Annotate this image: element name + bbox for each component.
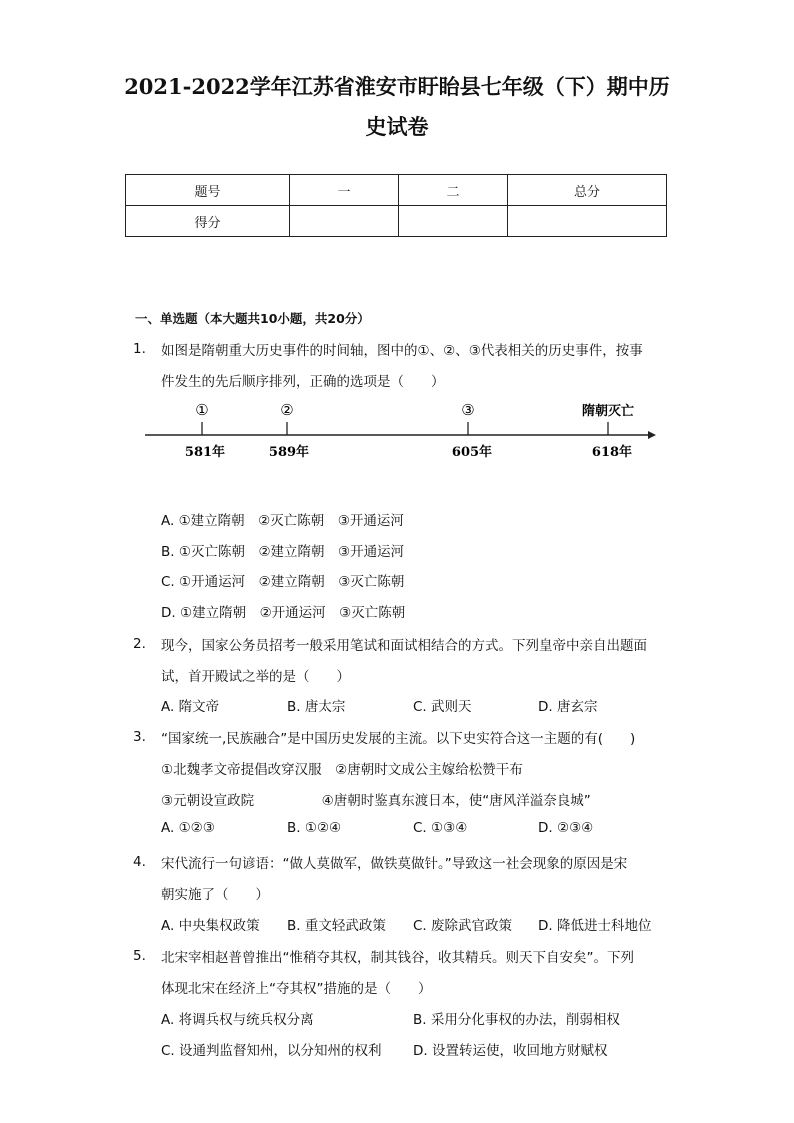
question-text-line: 朝实施了（ ） [161,887,269,903]
question-text-line: ③元朝设宣政院 ④唐朝时鉴真东渡日本，使“唐风洋溢奈良城” [161,793,591,809]
score-table-cell [399,206,508,237]
question-number: 5. [133,948,146,964]
option-c[interactable]: C. 废除武官政策 [413,918,513,934]
question-text-line: ①北魏孝文帝提倡改穿汉服 ②唐朝时文成公主嫁给松赞干布 [161,762,523,778]
option-c[interactable]: C. 设通判监督知州，以分知州的权利 [161,1043,382,1059]
score-table [125,174,667,237]
timeline-marker: ② [280,401,294,419]
question-text-line: 现今，国家公务员招考一般采用笔试和面试相结合的方式。下列皇帝中亲自出题面 [161,638,647,654]
option-c[interactable]: C. ①开通运河 ②建立隋朝 ③灭亡陈朝 [161,574,405,590]
timeline-arrow-icon [648,431,656,439]
option-d[interactable]: D. ②③④ [538,820,594,836]
score-table-cell: 一 [290,175,399,206]
question-text-line: 如图是隋朝重大历史事件的时间轴，图中的①、②、③代表相关的历史事件，按事 [161,343,643,359]
question-text-line: 试，首开殿试之举的是（ ） [161,669,350,685]
option-d[interactable]: D. ①建立隋朝 ②开通运河 ③灭亡陈朝 [161,605,406,621]
question-text-line: 宋代流行一句谚语：“做人莫做军，做铁莫做针。”导致这一社会现象的原因是宋 [161,856,628,872]
score-table-cell [508,206,667,237]
option-a[interactable]: A. 将调兵权与统兵权分离 [161,1012,314,1028]
timeline-year: 589年 [268,445,310,460]
score-table-cell: 题号 [126,175,290,206]
option-a[interactable]: A. 隋文帝 [161,699,220,715]
question-number: 3. [133,729,146,745]
option-a[interactable]: A. ①②③ [161,820,215,836]
question-number: 2. [133,636,146,652]
score-table-score-row [126,206,667,237]
timeline-marker: ① [195,401,209,419]
section-heading: 一、单选题（本大题共10小题，共20分） [135,311,370,326]
option-c[interactable]: C. 武则天 [413,699,472,715]
question-number: 1. [133,341,146,357]
option-b[interactable]: B. 采用分化事权的办法，削弱相权 [413,1012,620,1028]
question-text-line: 件发生的先后顺序排列，正确的选项是（ ） [161,374,445,390]
score-table-cell: 二 [399,175,508,206]
timeline-year: 618年 [591,445,633,460]
option-a[interactable]: A. ①建立隋朝 ②灭亡陈朝 ③开通运河 [161,513,404,529]
question-number: 4. [133,854,146,870]
timeline-marker: 隋朝灭亡 [581,404,635,419]
timeline-year: 605年 [451,445,493,460]
option-b[interactable]: B. ①②④ [287,820,342,836]
score-table-cell [290,206,399,237]
option-d[interactable]: D. 设置转运使，收回地方财赋权 [413,1043,608,1059]
option-a[interactable]: A. 中央集权政策 [161,918,260,934]
option-b[interactable]: B. 重文轻武政策 [287,918,386,934]
question-text-line: “国家统一,民族融合”是中国历史发展的主流。以下史实符合这一主题的有( ) [161,731,636,747]
question-text-line: 北宋宰相赵普曾推出“惟稍夺其权，制其钱谷，收其精兵。则天下自安矣”。下列 [161,950,634,966]
timeline-year: 581年 [184,445,226,460]
score-table-cell: 总分 [508,175,667,206]
timeline-figure [140,398,660,468]
option-b[interactable]: B. ①灭亡陈朝 ②建立隋朝 ③开通运河 [161,544,405,560]
option-d[interactable]: D. 唐玄宗 [538,699,598,715]
option-d[interactable]: D. 降低进士科地位 [538,918,652,934]
page-title-line2: 史试卷 [365,114,429,139]
score-table-header-row [126,175,667,206]
option-b[interactable]: B. 唐太宗 [287,699,346,715]
score-table-cell: 得分 [126,206,290,237]
timeline-marker: ③ [461,401,475,419]
page-title-line1: 2021-2022学年江苏省淮安市盱眙县七年级（下）期中历 [124,74,670,99]
question-text-line: 体现北宋在经济上“夺其权”措施的是（ ） [161,981,432,997]
option-c[interactable]: C. ①③④ [413,820,468,836]
